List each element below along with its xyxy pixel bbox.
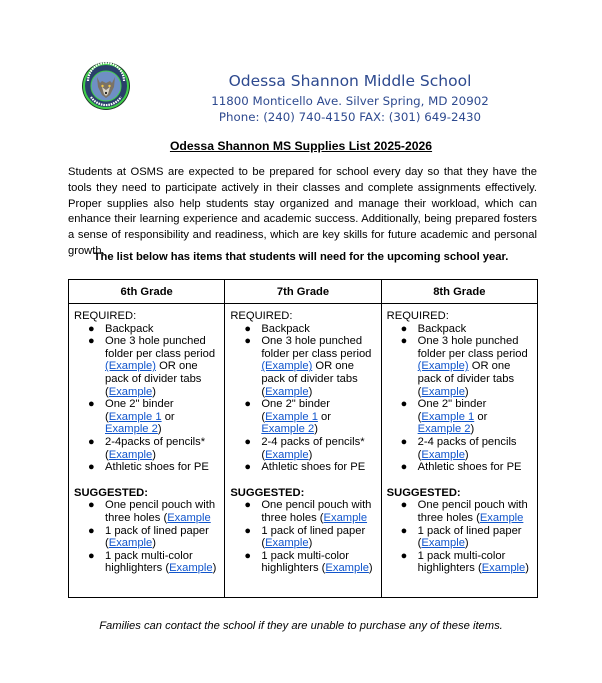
required-label-text: REQUIRED — [74, 310, 134, 322]
school-phone-fax: Phone: (240) 740-4150 FAX: (301) 649-2430 — [218, 110, 482, 124]
item-text: One 2" binder ( — [417, 398, 487, 423]
bullet-icon: ● — [88, 549, 95, 562]
binder-example-2-link[interactable]: Example 2 — [417, 423, 471, 436]
list-note: The list below has items that students will need for the upcoming school year. — [93, 251, 509, 263]
list-item-folder — [400, 335, 533, 398]
bullet-icon: ● — [244, 461, 251, 474]
item-text: One 2" binder ( — [105, 398, 174, 423]
header-7th-grade: 7th Grade — [225, 280, 381, 304]
bullet-icon: ● — [244, 335, 251, 348]
intro-paragraph: Students at OSMS are expected to be prepared for school every day so that they have the tools they need to participate actively in their classes and complete assignments effectively. Proper supplies also help students stay organized and manage their workload, which can enhance their learning experience and academic success. Additionally, being prepared fosters a sense of responsibility and readiness, which are key skills for future academic and personal growth. — [68, 166, 537, 257]
bullet-icon: ● — [400, 524, 408, 537]
header-8th-grade: 8th Grade — [381, 280, 537, 304]
grade-cell-7th — [225, 304, 381, 598]
item-text: One pencil pouch with three holes ( — [417, 499, 528, 524]
item-text: ) — [152, 537, 156, 550]
highlighters-example-link[interactable]: Example — [481, 562, 526, 575]
item-text: 2-4 packs of pencils* ( — [261, 435, 365, 461]
bullet-icon: ● — [400, 335, 408, 348]
grade-cell-6th — [69, 304, 225, 598]
bullet-icon: ● — [244, 524, 251, 537]
item-text: ) — [308, 385, 313, 398]
item-text: Athletic shoes for PE — [105, 461, 209, 474]
bullet-icon: ● — [244, 499, 251, 512]
list-item-lined-paper — [88, 524, 220, 550]
bullet-icon: ● — [400, 549, 408, 562]
list-item-binder — [400, 398, 533, 436]
folder-example-link[interactable]: (Example) — [105, 360, 156, 373]
binder-example-1-link[interactable]: Example 1 — [108, 410, 162, 423]
suggested-label: SUGGESTED: — [386, 486, 461, 499]
letterhead — [0, 0, 602, 130]
list-item-pencils — [400, 435, 533, 461]
item-text: ) — [464, 537, 469, 550]
item-text: One 3 hole punched folder per class period — [417, 335, 528, 360]
footer-note: Families can contact the school if they are unable to purchase any of these items. — [99, 620, 503, 632]
list-item-lined-paper — [244, 524, 376, 550]
binder-example-1-link[interactable]: Example 1 — [421, 410, 475, 423]
item-text: 2-4packs of pencils* ( — [105, 435, 206, 461]
list-item-pencils — [88, 435, 220, 461]
bullet-icon: ● — [244, 435, 251, 448]
required-label — [387, 310, 533, 323]
item-text: ) — [308, 448, 313, 461]
item-text: or — [161, 410, 175, 423]
bullet-icon: ● — [88, 524, 95, 537]
pencil-pouch-example-link[interactable]: Example — [167, 511, 211, 524]
item-text: Athletic shoes for PE — [417, 461, 522, 474]
required-label-colon: : — [445, 310, 449, 322]
suggested-list — [387, 499, 533, 575]
lined-paper-example-link[interactable]: Example — [108, 537, 153, 550]
wolf-school-crest-icon — [81, 61, 131, 111]
item-text: One pencil pouch with three holes ( — [261, 499, 372, 524]
list-item-athletic-shoes — [244, 461, 376, 474]
list-item-athletic-shoes — [88, 461, 220, 474]
highlighters-example-link[interactable]: Example — [169, 562, 213, 575]
suggested-list — [230, 499, 376, 575]
bullet-icon: ● — [244, 398, 251, 411]
item-text: 1 pack multi-color highlighters ( — [261, 549, 349, 575]
bullet-icon: ● — [400, 322, 408, 335]
required-label-text: REQUIRED — [230, 310, 290, 322]
lined-paper-example-link[interactable]: Example — [421, 537, 465, 550]
bullet-icon: ● — [400, 461, 408, 474]
bullet-icon: ● — [400, 435, 408, 448]
binder-example-2-link[interactable]: Example 2 — [105, 423, 158, 436]
list-item-binder — [88, 398, 220, 436]
item-text: 1 pack of lined paper ( — [417, 524, 522, 550]
suggested-label: SUGGESTED: — [74, 486, 148, 499]
highlighters-example-link[interactable]: Example — [325, 562, 369, 575]
bullet-icon: ● — [244, 322, 251, 335]
list-item-backpack — [88, 322, 220, 336]
school-address: 11800 Monticello Ave. Silver Spring, MD 20902 — [211, 94, 489, 108]
list-item-pencil-pouch — [244, 499, 376, 524]
list-item-highlighters — [400, 549, 533, 575]
item-text: ) — [157, 423, 162, 436]
bullet-icon: ● — [88, 499, 95, 512]
list-item-highlighters — [244, 549, 376, 575]
item-text: ) — [308, 537, 313, 550]
suggested-label: SUGGESTED: — [230, 486, 305, 499]
item-text: One 3 hole punched folder per class period — [261, 335, 372, 360]
item-text: or — [317, 410, 331, 423]
item-text: Athletic shoes for PE — [261, 461, 366, 474]
list-item-pencil-pouch — [88, 499, 220, 524]
item-text: ) — [212, 562, 217, 575]
list-item-highlighters — [88, 549, 220, 575]
item-text: Backpack — [417, 322, 467, 335]
item-text: ) — [464, 448, 469, 461]
required-label-colon: : — [289, 310, 293, 322]
required-label-colon: : — [133, 310, 137, 322]
table-header-row — [69, 280, 538, 304]
item-text: 2-4 packs of pencils ( — [417, 435, 517, 461]
pencils-example-link[interactable]: Example — [265, 448, 309, 461]
pencil-pouch-example-link[interactable]: Example — [323, 511, 368, 524]
document-title: Odessa Shannon MS Supplies List 2025-2026 — [169, 139, 433, 153]
header-6th-grade: 6th Grade — [69, 280, 225, 304]
bullet-icon: ● — [88, 435, 95, 448]
item-text: ) — [314, 423, 318, 436]
item-text: OR one pack of divider tabs ( — [105, 360, 202, 398]
item-text: One 3 hole punched folder per class period — [105, 335, 216, 360]
required-list — [74, 323, 220, 474]
suggested-list — [74, 499, 220, 575]
required-label-text: REQUIRED — [386, 310, 446, 322]
item-text: ) — [368, 562, 373, 575]
divider-tabs-example-link[interactable]: Example — [265, 385, 309, 398]
list-item-pencils — [244, 435, 376, 461]
bullet-icon: ● — [88, 461, 95, 474]
item-text: ) — [525, 562, 529, 575]
bullet-icon: ● — [400, 398, 408, 411]
item-text: ) — [464, 385, 469, 398]
item-text: 1 pack of lined paper ( — [105, 524, 209, 550]
bullet-icon: ● — [88, 398, 95, 411]
item-text: ) — [152, 385, 156, 398]
item-text: ) — [152, 448, 156, 461]
list-item-binder — [244, 398, 376, 436]
school-name: Odessa Shannon Middle School — [228, 72, 472, 90]
required-list — [387, 323, 533, 474]
item-text: 1 pack multi-color highlighters ( — [105, 549, 193, 575]
binder-example-2-link[interactable]: Example 2 — [261, 423, 315, 436]
list-item-athletic-shoes — [400, 461, 533, 474]
divider-tabs-example-link[interactable]: Example — [108, 385, 153, 398]
required-list — [230, 323, 376, 474]
list-item-folder — [244, 335, 376, 398]
grade-cell-8th — [381, 304, 537, 598]
item-text: One 2" binder ( — [261, 398, 330, 423]
bullet-icon: ● — [88, 335, 95, 348]
required-label — [74, 310, 220, 323]
item-text: One pencil pouch with three holes ( — [105, 499, 216, 524]
binder-example-1-link[interactable]: Example 1 — [265, 410, 318, 423]
item-text: 1 pack multi-color highlighters ( — [417, 549, 506, 575]
bullet-icon: ● — [88, 322, 95, 335]
list-item-pencil-pouch — [400, 499, 533, 524]
bullet-icon: ● — [244, 549, 251, 562]
table-row — [69, 304, 538, 598]
list-item-backpack — [244, 322, 376, 336]
item-text: OR one pack of divider tabs ( — [261, 360, 358, 398]
required-label — [230, 310, 376, 323]
item-text: ) — [470, 423, 475, 436]
divider-tabs-example-link[interactable]: Example — [421, 385, 465, 398]
pencils-example-link[interactable]: Example — [421, 448, 465, 461]
list-item-lined-paper — [400, 524, 533, 550]
list-item-backpack — [400, 322, 533, 336]
supplies-table — [68, 279, 538, 598]
item-text: Backpack — [261, 322, 310, 335]
folder-example-link[interactable]: (Example) — [417, 360, 469, 373]
pencil-pouch-example-link[interactable]: Example — [479, 511, 524, 524]
item-text: 1 pack of lined paper ( — [261, 524, 366, 550]
pencils-example-link[interactable]: Example — [108, 448, 153, 461]
item-text: OR one pack of divider tabs ( — [417, 360, 515, 398]
lined-paper-example-link[interactable]: Example — [265, 537, 309, 550]
item-text: or — [474, 410, 488, 423]
list-item-folder — [88, 335, 220, 398]
folder-example-link[interactable]: (Example) — [261, 360, 313, 373]
item-text: Backpack — [105, 322, 154, 335]
bullet-icon: ● — [400, 499, 408, 512]
